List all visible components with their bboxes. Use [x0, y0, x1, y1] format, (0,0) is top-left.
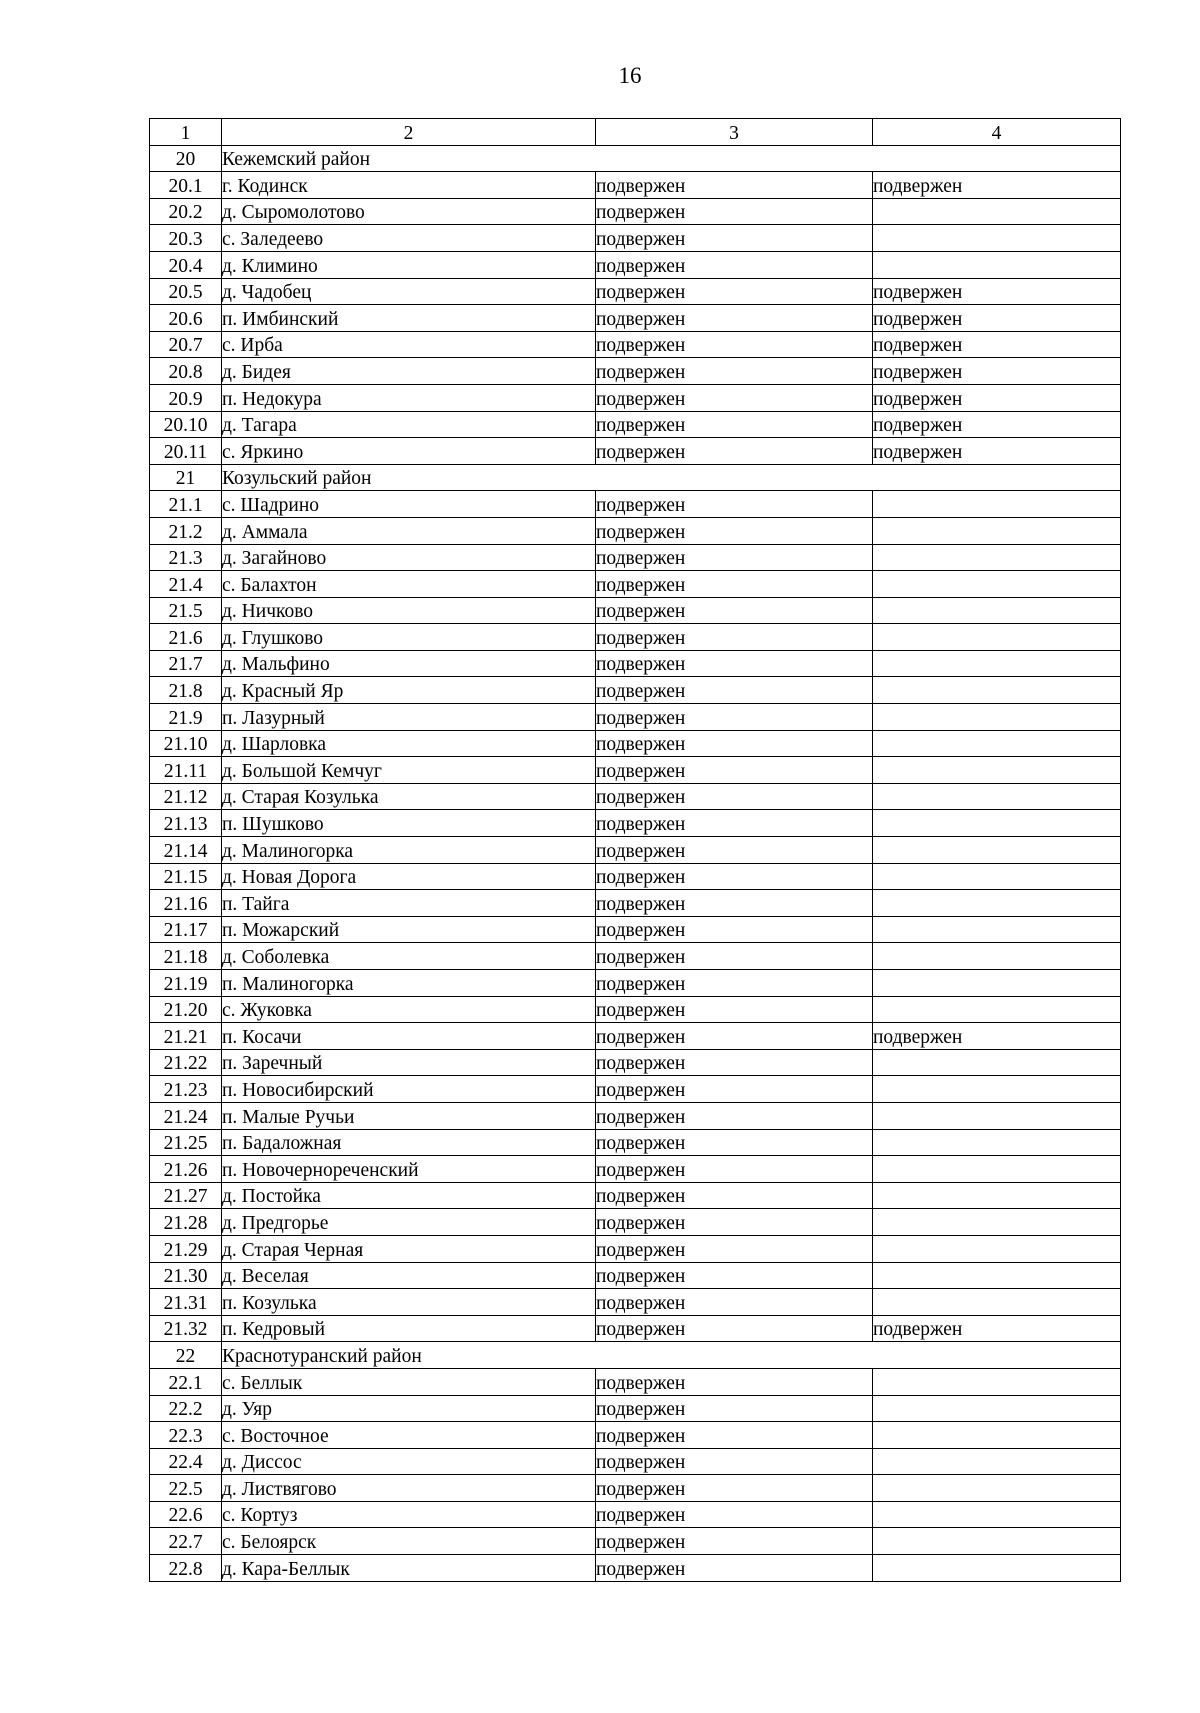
settlement-name: д. Загайново	[222, 544, 596, 571]
column-4-value	[873, 863, 1121, 890]
column-3-value: подвержен	[596, 650, 873, 677]
column-4-value	[873, 996, 1121, 1023]
table-row	[150, 624, 1121, 651]
table-row	[150, 677, 1121, 704]
column-3-value: подвержен	[596, 305, 873, 332]
table-row	[150, 1448, 1121, 1475]
table-row	[150, 438, 1121, 465]
table-row	[150, 198, 1121, 225]
district-name: Краснотуранский район	[222, 1342, 1121, 1369]
row-number: 22.8	[150, 1555, 222, 1582]
settlement-name: д. Чадобец	[222, 278, 596, 305]
settlement-name: д. Уяр	[222, 1395, 596, 1422]
settlement-name: п. Косачи	[222, 1023, 596, 1050]
column-3-value: подвержен	[596, 597, 873, 624]
table-row	[150, 970, 1121, 997]
row-number: 20	[150, 145, 222, 172]
table-row	[150, 1023, 1121, 1050]
table-row	[150, 1262, 1121, 1289]
column-4-value	[873, 597, 1121, 624]
settlement-name: п. Шушково	[222, 810, 596, 837]
table-row	[150, 730, 1121, 757]
settlement-name: п. Заречный	[222, 1049, 596, 1076]
column-4-value: подвержен	[873, 305, 1121, 332]
table-row	[150, 1368, 1121, 1395]
row-number: 21.17	[150, 916, 222, 943]
column-4-value	[873, 1368, 1121, 1395]
column-3-value: подвержен	[596, 1129, 873, 1156]
row-number: 20.8	[150, 358, 222, 385]
column-4-value	[873, 757, 1121, 784]
column-4-value: подвержен	[873, 1023, 1121, 1050]
settlement-name: д. Тагара	[222, 411, 596, 438]
settlement-name: п. Имбинский	[222, 305, 596, 332]
column-4-value	[873, 1475, 1121, 1502]
row-number: 22.6	[150, 1501, 222, 1528]
row-number: 21.8	[150, 677, 222, 704]
row-number: 21.24	[150, 1102, 222, 1129]
column-3-value: подвержен	[596, 863, 873, 890]
column-3-value: подвержен	[596, 1289, 873, 1316]
settlement-name: с. Шадрино	[222, 491, 596, 518]
row-number: 20.10	[150, 411, 222, 438]
row-number: 20.9	[150, 384, 222, 411]
row-number: 21.21	[150, 1023, 222, 1050]
settlement-name: д. Старая Козулька	[222, 783, 596, 810]
column-3-value: подвержен	[596, 810, 873, 837]
column-4-value	[873, 198, 1121, 225]
column-4-value	[873, 943, 1121, 970]
column-4-value	[873, 1182, 1121, 1209]
settlement-name: д. Веселая	[222, 1262, 596, 1289]
row-number: 21.6	[150, 624, 222, 651]
column-3-value: подвержен	[596, 1156, 873, 1183]
row-number: 22.3	[150, 1422, 222, 1449]
column-4-value	[873, 1235, 1121, 1262]
column-4-value: подвержен	[873, 331, 1121, 358]
table-row	[150, 916, 1121, 943]
column-4-value	[873, 677, 1121, 704]
table-row	[150, 251, 1121, 278]
column-3-value: подвержен	[596, 783, 873, 810]
settlement-name: д. Диссос	[222, 1448, 596, 1475]
table-row	[150, 1235, 1121, 1262]
column-3-value: подвержен	[596, 890, 873, 917]
settlement-name: с. Восточное	[222, 1422, 596, 1449]
settlement-name: д. Красный Яр	[222, 677, 596, 704]
settlement-name: с. Кортуз	[222, 1501, 596, 1528]
table-row	[150, 597, 1121, 624]
settlement-name: с. Заледеево	[222, 225, 596, 252]
row-number: 21.2	[150, 517, 222, 544]
column-3-value: подвержен	[596, 1182, 873, 1209]
row-number: 22.2	[150, 1395, 222, 1422]
column-3-value: подвержен	[596, 438, 873, 465]
table-row	[150, 1102, 1121, 1129]
row-number: 20.6	[150, 305, 222, 332]
column-3-value: подвержен	[596, 278, 873, 305]
column-3-value: подвержен	[596, 1049, 873, 1076]
settlement-name: п. Новочернореченский	[222, 1156, 596, 1183]
column-4-value: подвержен	[873, 384, 1121, 411]
table-row	[150, 358, 1121, 385]
settlement-name: с. Беллык	[222, 1368, 596, 1395]
column-4-value	[873, 704, 1121, 731]
settlement-name: п. Козулька	[222, 1289, 596, 1316]
column-4-value	[873, 1156, 1121, 1183]
column-3-value: подвержен	[596, 172, 873, 199]
column-4-value	[873, 783, 1121, 810]
column-3-value: подвержен	[596, 1315, 873, 1342]
table-row	[150, 1209, 1121, 1236]
row-number: 21.28	[150, 1209, 222, 1236]
column-3-value: подвержен	[596, 1422, 873, 1449]
settlement-name: п. Можарский	[222, 916, 596, 943]
settlement-name: д. Старая Черная	[222, 1235, 596, 1262]
column-3-value: подвержен	[596, 491, 873, 518]
district-name: Козульский район	[222, 464, 1121, 491]
row-number: 21.16	[150, 890, 222, 917]
column-3-value: подвержен	[596, 251, 873, 278]
row-number: 22.4	[150, 1448, 222, 1475]
column-4-value: подвержен	[873, 1315, 1121, 1342]
table-row	[150, 1049, 1121, 1076]
settlement-name: д. Листвягово	[222, 1475, 596, 1502]
settlement-name: п. Малые Ручьи	[222, 1102, 596, 1129]
row-number: 20.7	[150, 331, 222, 358]
table-row	[150, 863, 1121, 890]
row-number: 21.18	[150, 943, 222, 970]
table-row	[150, 1475, 1121, 1502]
table-row	[150, 305, 1121, 332]
column-3-value: подвержен	[596, 624, 873, 651]
settlement-name: п. Лазурный	[222, 704, 596, 731]
settlement-name: д. Сыромолотово	[222, 198, 596, 225]
row-number: 21.26	[150, 1156, 222, 1183]
header-col-4: 4	[873, 119, 1121, 146]
column-4-value	[873, 1102, 1121, 1129]
table-row	[150, 757, 1121, 784]
column-4-value	[873, 1129, 1121, 1156]
table-row	[150, 331, 1121, 358]
settlement-name: г. Кодинск	[222, 172, 596, 199]
column-4-value	[873, 1528, 1121, 1555]
settlement-name: п. Бадаложная	[222, 1129, 596, 1156]
column-3-value: подвержен	[596, 757, 873, 784]
column-3-value: подвержен	[596, 517, 873, 544]
column-4-value	[873, 837, 1121, 864]
row-number: 20.4	[150, 251, 222, 278]
settlement-name: д. Климино	[222, 251, 596, 278]
settlement-name: д. Ничково	[222, 597, 596, 624]
column-4-value	[873, 916, 1121, 943]
table-row	[150, 491, 1121, 518]
column-4-value	[873, 810, 1121, 837]
row-number: 21.20	[150, 996, 222, 1023]
row-number: 21.13	[150, 810, 222, 837]
district-row	[150, 464, 1121, 491]
settlement-name: д. Предгорье	[222, 1209, 596, 1236]
table-row	[150, 517, 1121, 544]
column-4-value	[873, 1209, 1121, 1236]
settlement-name: д. Аммала	[222, 517, 596, 544]
settlement-name: п. Кедровый	[222, 1315, 596, 1342]
column-3-value: подвержен	[596, 1555, 873, 1582]
table-row	[150, 384, 1121, 411]
column-4-value: подвержен	[873, 278, 1121, 305]
column-4-value	[873, 491, 1121, 518]
settlement-name: д. Новая Дорога	[222, 863, 596, 890]
column-3-value: подвержен	[596, 1023, 873, 1050]
settlement-name: д. Соболевка	[222, 943, 596, 970]
column-4-value	[873, 571, 1121, 598]
column-3-value: подвержен	[596, 225, 873, 252]
column-3-value: подвержен	[596, 198, 873, 225]
column-4-value	[873, 970, 1121, 997]
settlement-name: с. Ирба	[222, 331, 596, 358]
row-number: 22.1	[150, 1368, 222, 1395]
column-3-value: подвержен	[596, 571, 873, 598]
column-4-value: подвержен	[873, 438, 1121, 465]
settlement-name: д. Мальфино	[222, 650, 596, 677]
table-row	[150, 225, 1121, 252]
column-4-value	[873, 890, 1121, 917]
column-3-value: подвержен	[596, 1102, 873, 1129]
table-row	[150, 996, 1121, 1023]
row-number: 21.23	[150, 1076, 222, 1103]
header-col-1: 1	[150, 119, 222, 146]
row-number: 20.3	[150, 225, 222, 252]
table-body	[150, 145, 1121, 1581]
table-row	[150, 411, 1121, 438]
column-3-value: подвержен	[596, 1448, 873, 1475]
table-row	[150, 1182, 1121, 1209]
column-4-value	[873, 517, 1121, 544]
table-row	[150, 278, 1121, 305]
column-3-value: подвержен	[596, 358, 873, 385]
column-3-value: подвержен	[596, 730, 873, 757]
settlements-table	[149, 118, 1121, 1582]
table-header	[150, 119, 1121, 146]
column-4-value: подвержен	[873, 411, 1121, 438]
column-3-value: подвержен	[596, 384, 873, 411]
row-number: 22.7	[150, 1528, 222, 1555]
row-number: 20.5	[150, 278, 222, 305]
row-number: 21.11	[150, 757, 222, 784]
table-row	[150, 1501, 1121, 1528]
column-3-value: подвержен	[596, 1209, 873, 1236]
column-4-value	[873, 544, 1121, 571]
row-number: 21.32	[150, 1315, 222, 1342]
row-number: 21.29	[150, 1235, 222, 1262]
column-4-value	[873, 1501, 1121, 1528]
row-number: 21	[150, 464, 222, 491]
row-number: 21.27	[150, 1182, 222, 1209]
row-number: 21.22	[150, 1049, 222, 1076]
row-number: 21.14	[150, 837, 222, 864]
settlement-name: с. Белоярск	[222, 1528, 596, 1555]
column-3-value: подвержен	[596, 544, 873, 571]
table-row	[150, 1076, 1121, 1103]
column-4-value: подвержен	[873, 358, 1121, 385]
column-3-value: подвержен	[596, 1475, 873, 1502]
settlement-name: д. Шарловка	[222, 730, 596, 757]
settlement-name: п. Тайга	[222, 890, 596, 917]
row-number: 21.15	[150, 863, 222, 890]
column-4-value	[873, 225, 1121, 252]
table-row	[150, 837, 1121, 864]
row-number: 21.5	[150, 597, 222, 624]
header-row	[150, 119, 1121, 146]
row-number: 22.5	[150, 1475, 222, 1502]
column-4-value	[873, 1289, 1121, 1316]
column-4-value	[873, 730, 1121, 757]
table-row	[150, 783, 1121, 810]
table-row	[150, 571, 1121, 598]
settlement-name: д. Кара-Беллык	[222, 1555, 596, 1582]
table-row	[150, 172, 1121, 199]
row-number: 21.10	[150, 730, 222, 757]
table-row	[150, 1129, 1121, 1156]
column-4-value: подвержен	[873, 172, 1121, 199]
settlement-name: с. Жуковка	[222, 996, 596, 1023]
column-3-value: подвержен	[596, 837, 873, 864]
table-row	[150, 1422, 1121, 1449]
settlement-name: п. Недокура	[222, 384, 596, 411]
row-number: 20.11	[150, 438, 222, 465]
column-4-value	[873, 1555, 1121, 1582]
table-row	[150, 1156, 1121, 1183]
row-number: 21.19	[150, 970, 222, 997]
column-3-value: подвержен	[596, 677, 873, 704]
settlement-name: п. Новосибирский	[222, 1076, 596, 1103]
column-3-value: подвержен	[596, 1262, 873, 1289]
settlement-name: с. Яркино	[222, 438, 596, 465]
settlement-name: д. Большой Кемчуг	[222, 757, 596, 784]
table-row	[150, 1289, 1121, 1316]
row-number: 21.25	[150, 1129, 222, 1156]
district-name: Кежемский район	[222, 145, 1121, 172]
settlement-name: д. Постойка	[222, 1182, 596, 1209]
row-number: 21.1	[150, 491, 222, 518]
settlement-name: п. Малиногорка	[222, 970, 596, 997]
row-number: 21.3	[150, 544, 222, 571]
settlement-name: д. Малиногорка	[222, 837, 596, 864]
table-row	[150, 810, 1121, 837]
table-row	[150, 704, 1121, 731]
row-number: 21.31	[150, 1289, 222, 1316]
row-number: 21.9	[150, 704, 222, 731]
district-row	[150, 1342, 1121, 1369]
column-4-value	[873, 650, 1121, 677]
column-4-value	[873, 1448, 1121, 1475]
row-number: 22	[150, 1342, 222, 1369]
table-row	[150, 1315, 1121, 1342]
row-number: 20.1	[150, 172, 222, 199]
table-row	[150, 544, 1121, 571]
row-number: 21.4	[150, 571, 222, 598]
column-4-value	[873, 624, 1121, 651]
row-number: 21.12	[150, 783, 222, 810]
column-3-value: подвержен	[596, 1235, 873, 1262]
row-number: 21.30	[150, 1262, 222, 1289]
column-4-value	[873, 1076, 1121, 1103]
header-col-2: 2	[222, 119, 596, 146]
settlement-name: д. Бидея	[222, 358, 596, 385]
row-number: 21.7	[150, 650, 222, 677]
table-row	[150, 1555, 1121, 1582]
settlement-name: с. Балахтон	[222, 571, 596, 598]
table-row	[150, 650, 1121, 677]
column-3-value: подвержен	[596, 943, 873, 970]
column-3-value: подвержен	[596, 916, 873, 943]
column-3-value: подвержен	[596, 1076, 873, 1103]
column-3-value: подвержен	[596, 331, 873, 358]
table-row	[150, 890, 1121, 917]
column-4-value	[873, 1262, 1121, 1289]
page-number: 16	[618, 63, 642, 88]
table-row	[150, 943, 1121, 970]
column-3-value: подвержен	[596, 970, 873, 997]
column-4-value	[873, 1422, 1121, 1449]
settlement-name: д. Глушково	[222, 624, 596, 651]
column-3-value: подвержен	[596, 1528, 873, 1555]
column-3-value: подвержен	[596, 704, 873, 731]
column-4-value	[873, 251, 1121, 278]
district-row	[150, 145, 1121, 172]
column-3-value: подвержен	[596, 1368, 873, 1395]
row-number: 20.2	[150, 198, 222, 225]
column-3-value: подвержен	[596, 1395, 873, 1422]
table-row	[150, 1528, 1121, 1555]
table-row	[150, 1395, 1121, 1422]
column-4-value	[873, 1395, 1121, 1422]
column-3-value: подвержен	[596, 1501, 873, 1528]
column-3-value: подвержен	[596, 996, 873, 1023]
header-col-3: 3	[596, 119, 873, 146]
column-4-value	[873, 1049, 1121, 1076]
column-3-value: подвержен	[596, 411, 873, 438]
